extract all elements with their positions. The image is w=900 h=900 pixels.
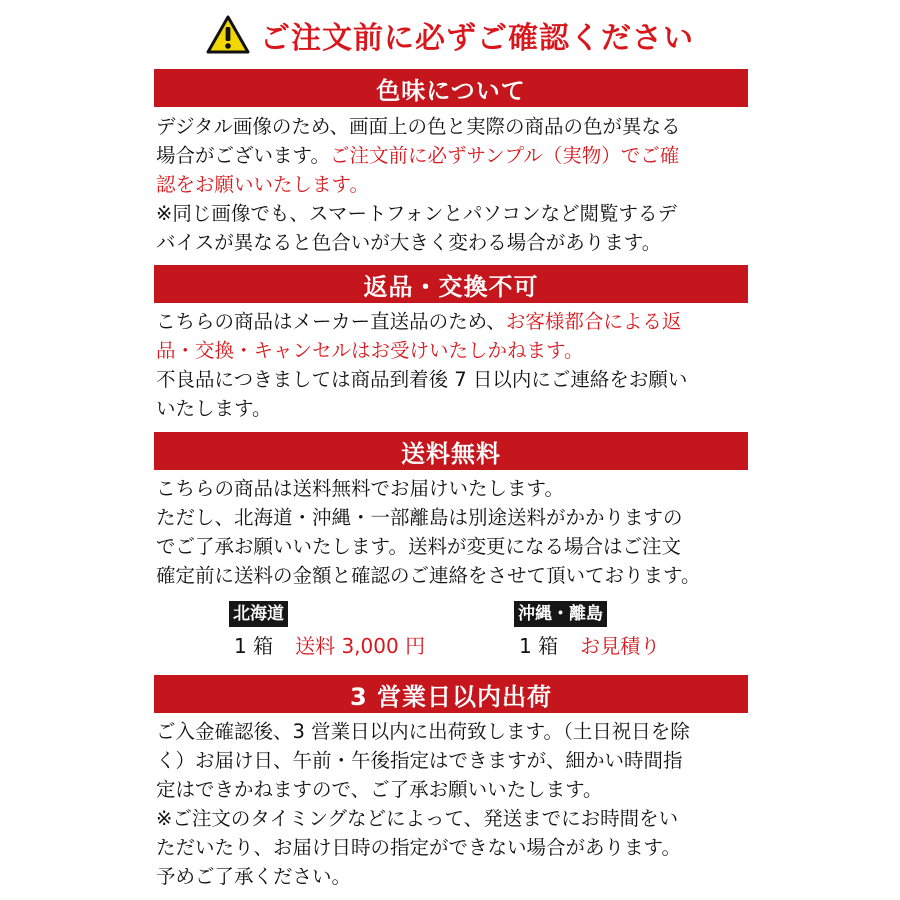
color-note-paragraph	[156, 199, 756, 257]
section-title: 返品・交換不可	[363, 272, 539, 301]
region-tag-okinawa: 沖縄・離島	[514, 601, 607, 627]
defect-notice-text: 不良品につきましては商品到着後 7 日以内にご連絡をお願い いたします。	[156, 368, 688, 420]
color-notice-text: デジタル画像のため、画面上の色と実際の商品の色が異なる 場合がございます。	[156, 115, 681, 167]
shipping-notice-text: こちらの商品は送料無料でお届けいたします。 ただし、北海道・沖縄・一部離島は別途送料がかかりますの でご了承お願いいたします。送料が変更になる場合はご注文 確定前に送料の金額と確認のご連絡をさせて頂いております。	[156, 477, 701, 587]
shipping-qty: 1 箱	[234, 634, 274, 658]
dispatch-notice-paragraph	[156, 717, 756, 804]
section-title: 3 営業日以内出荷	[349, 682, 553, 711]
section-banner-color	[154, 69, 748, 107]
warning-icon	[206, 15, 250, 55]
color-notice-paragraph	[156, 112, 756, 199]
timing-note-paragraph	[156, 804, 756, 891]
dispatch-notice-text: ご入金確認後、3 営業日以内に出荷致します。（土日祝日を除 く）お届け日、午前・午後指定はできますが、細かい時間指 定はできかねますので、ご了承お願いいたします。	[156, 720, 690, 801]
shipping-qty: 1 箱	[519, 634, 559, 658]
shipping-price: お見積り	[580, 634, 661, 658]
notice-header	[0, 6, 900, 64]
color-notice-highlight: ご注文前に必ずサンプル（実物）でご確 認をお願いいたします。	[156, 144, 680, 196]
shipping-rate-hokkaido	[234, 632, 425, 660]
section-banner-shipping	[154, 432, 748, 470]
region-tag-hokkaido: 北海道	[229, 601, 288, 627]
shipping-rate-okinawa	[519, 632, 660, 660]
color-note-text: ※同じ画像でも、スマートフォンとパソコンなど閲覧するデ バイスが異なると色合いが大きく変わる場合があります。	[156, 202, 677, 254]
section-title: 色味について	[376, 76, 526, 105]
section-banner-dispatch	[154, 675, 748, 713]
shipping-price: 送料 3,000 円	[295, 634, 426, 658]
section-banner-return	[154, 265, 748, 303]
return-notice-highlight: お客様都合による返 品・交換・キャンセルはお受けいたしかねます。	[156, 310, 682, 362]
page-title: ご注文前に必ずご確認ください	[260, 21, 694, 56]
shipping-notice-paragraph	[156, 474, 756, 590]
defect-notice-paragraph	[156, 365, 756, 423]
return-notice-text: こちらの商品はメーカー直送品のため、	[156, 310, 506, 333]
timing-note-text: ※ご注文のタイミングなどによって、発送までにお時間をい ただいたり、お届け日時の指定ができない場合があります。 予めご了承ください。	[156, 807, 681, 888]
section-title: 送料無料	[401, 439, 501, 468]
return-notice-paragraph	[156, 307, 756, 365]
